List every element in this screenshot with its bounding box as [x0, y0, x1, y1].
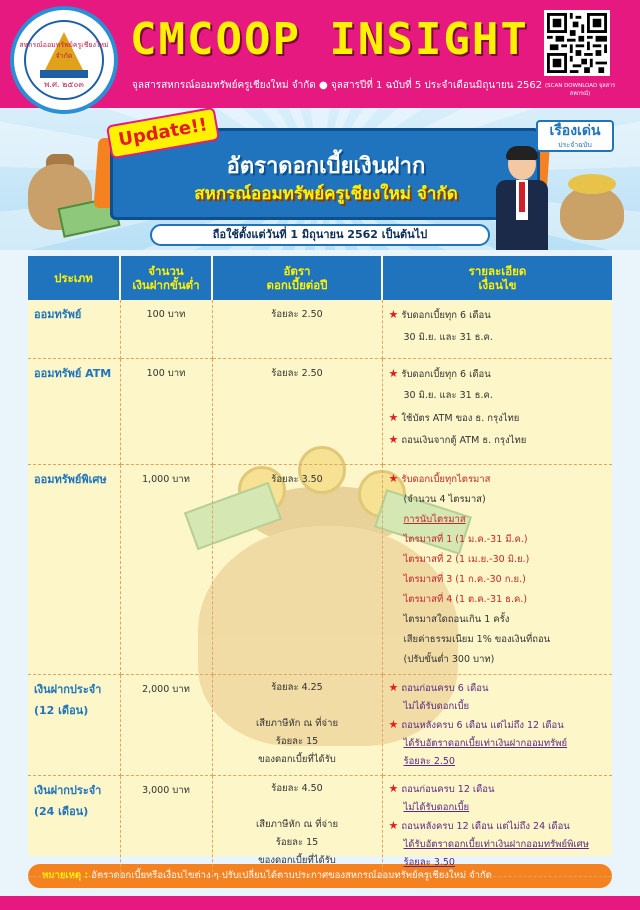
logo-text: สหกรณ์ออมทรัพย์ครูเชียงใหม่ จำกัด — [19, 41, 109, 60]
details-cell: ★ ถอนก่อนครบ 12 เดือน ไม่ได้รับดอกเบี้ย ★ ถอนหลังครบ 12 เดือน แต่ไม่ถึง 24 เดือน ได้รับอัตราดอกเบี้ยเท่าเงินฝากออมทรัพย์พิเศษ ร้อยละ 3.50 — [382, 775, 612, 876]
cooperative-logo — [10, 6, 118, 114]
interest-rate-table — [28, 256, 612, 877]
header-details: รายละเอียด เงื่อนไข — [382, 256, 612, 300]
header-type: ประเภท — [28, 256, 120, 300]
type-cell: ออมทรัพย์ ATM — [28, 358, 120, 464]
type-cell: เงินฝากประจำ (24 เดือน) — [28, 775, 120, 876]
star-icon: ★ — [388, 308, 399, 321]
rate-cell: ร้อยละ 4.50 เสียภาษีหัก ณ ที่จ่าย ร้อยละ 15 ของดอกเบี้ยที่ได้รับ — [212, 775, 382, 876]
qr-caption: (SCAN DOWNLOAD จุลสารสหกรณ์) — [544, 83, 616, 97]
details-cell: ★ ถอนก่อนครบ 6 เดือน ไม่ได้รับดอกเบี้ย ★ ถอนหลังครบ 6 เดือน แต่ไม่ถึง 12 เดือน ได้รับอัตราดอกเบี้ยเท่าเงินฝากออมทรัพย์ ร้อยละ 2.50 — [382, 674, 612, 775]
feature-tag — [536, 120, 614, 152]
min-cell: 2,000 บาท — [120, 674, 212, 775]
header-rate: อัตรา ดอกเบี้ยต่อปี — [212, 256, 382, 300]
table-header-row — [28, 256, 612, 300]
newsletter-title: CMCOOP INSIGHT — [130, 14, 529, 65]
coin-bag-icon — [556, 174, 628, 240]
rate-cell: ร้อยละ 3.50 — [212, 464, 382, 674]
rate-cell: ร้อยละ 2.50 — [212, 358, 382, 464]
min-cell: 100 บาท — [120, 358, 212, 464]
qr-code[interactable] — [544, 10, 610, 76]
header-bar — [0, 0, 640, 108]
headline-cooperative: สหกรณ์ออมทรัพย์ครูเชียงใหม่ จำกัด — [194, 184, 458, 204]
type-cell: เงินฝากประจำ (12 เดือน) — [28, 674, 120, 775]
type-cell: ออมทรัพย์ — [28, 300, 120, 358]
header-min-deposit: จำนวน เงินฝากขั้นต่ำ — [120, 256, 212, 300]
star-icon: ★ — [388, 410, 399, 424]
feature-tag-label: เรื่องเด่น — [549, 123, 601, 139]
table-row-savings — [28, 300, 612, 358]
bottom-strip — [0, 896, 640, 910]
star-icon: ★ — [388, 680, 399, 694]
headline-main: อัตราดอกเบี้ยเงินฝาก — [226, 154, 426, 179]
star-icon: ★ — [388, 433, 399, 446]
min-cell: 100 บาท — [120, 300, 212, 358]
table-row-fixed-12 — [28, 674, 612, 775]
min-cell: 3,000 บาท — [120, 775, 212, 876]
details-cell: ★ รับดอกเบี้ยทุกไตรมาส (จำนวน 4 ไตรมาส) การนับไตรมาส ไตรมาสที่ 1 (1 ม.ค.-31 มี.ค.) ไตรมาสที่ 2 (1 เม.ย.-30 มิ.ย.) ไตรมาสที่ 3 (1 ก.ค.-30 ก.ย.) ไตรมาสที่ 4 (1 ต.ค.-31 ธ.ค.) ไตรมาสใดถอนเกิน 1 ครั้ง เสียค่าธรรมเนียม 1% ของเงินที่ถอน (ปรับขั้นต่ำ 300 บาท) — [382, 464, 612, 674]
footer-note-label: หมายเหตุ : — [42, 870, 89, 881]
min-cell: 1,000 บาท — [120, 464, 212, 674]
interest-rate-table-panel — [28, 256, 612, 868]
hero-section — [0, 108, 640, 250]
star-icon: ★ — [388, 366, 399, 380]
details-cell: ★ รับดอกเบี้ยทุก 6 เดือน 30 มิ.ย. และ 31 ธ.ค. ★ ใช้บัตร ATM ของ ธ. กรุงไทย ★ ถอนเงินจากตู้ ATM ธ. กรุงไทย — [382, 358, 612, 464]
star-icon: ★ — [388, 818, 399, 832]
star-icon: ★ — [388, 717, 399, 731]
rate-cell: ร้อยละ 2.50 — [212, 300, 382, 358]
footer-note-text: อัตราดอกเบี้ยหรือเงื่อนไขต่าง ๆ ปรับเปลี่ยนได้ตามประกาศของสหกรณ์ออมทรัพย์ครูเชียงใหม่ จำกัด — [91, 870, 492, 881]
star-icon: ★ — [388, 781, 399, 795]
newsletter-subtitle: จุลสารสหกรณ์ออมทรัพย์ครูเชียงใหม่ จำกัด ● จุลสารปีที่ 1 ฉบับที่ 5 ประจำเดือนมิถุนายน 2562 — [132, 80, 543, 91]
rate-cell: ร้อยละ 4.25 เสียภาษีหัก ณ ที่จ่าย ร้อยละ 15 ของดอกเบี้ยที่ได้รับ — [212, 674, 382, 775]
qr-code-icon — [547, 13, 607, 73]
star-icon: ★ — [388, 471, 399, 485]
logo-year: พ.ศ. ๒๕๐๓ — [44, 80, 84, 89]
table-row-special-savings — [28, 464, 612, 674]
update-tag: Update!! — [106, 107, 220, 160]
money-bag-icon — [20, 148, 100, 234]
details-cell: ★ รับดอกเบี้ยทุก 6 เดือน 30 มิ.ย. และ 31 ธ.ค. — [382, 300, 612, 358]
feature-tag-sub: ประจำฉบับ — [558, 141, 592, 149]
table-row-fixed-24 — [28, 775, 612, 876]
type-cell: ออมทรัพย์พิเศษ — [28, 464, 120, 674]
effective-date: ถือใช้ตั้งแต่วันที่ 1 มิถุนายน 2562 เป็นต้นไป — [150, 224, 490, 246]
table-row-savings-atm — [28, 358, 612, 464]
